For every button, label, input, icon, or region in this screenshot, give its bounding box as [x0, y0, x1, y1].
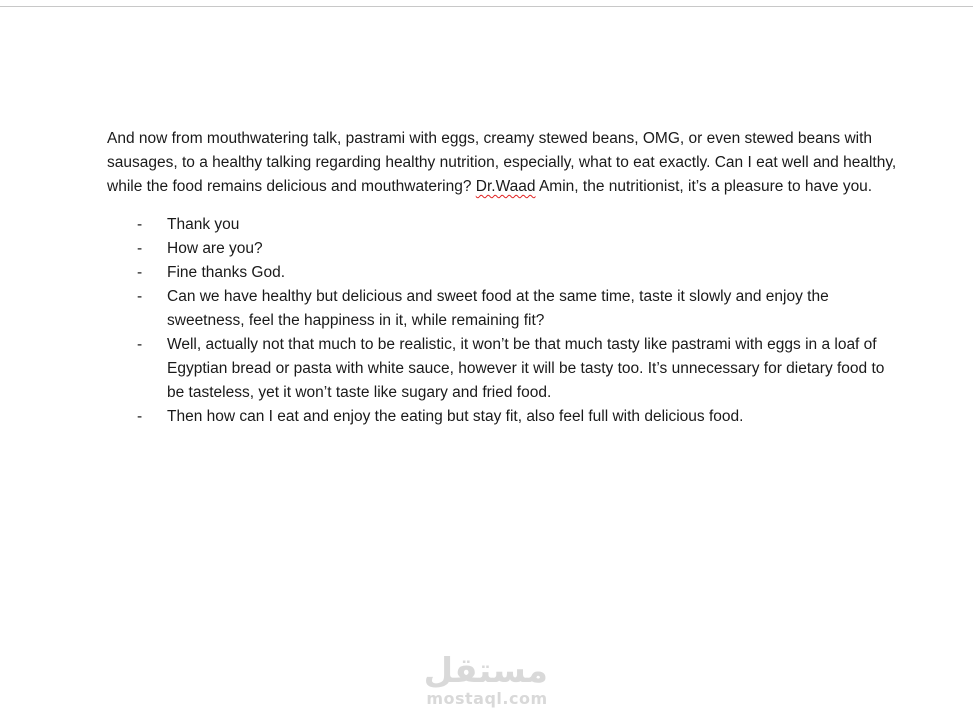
dash-bullet: - [137, 264, 143, 281]
intro-text: And now from mouthwatering talk, pastrami with eggs, creamy stewed beans, OMG, or even stewed beans with sausages, to a healthy talking regarding healthy nutrition, especially, what to eat exactly. Can I eat well and healthy, while the food remains delicious and mouthwatering? [107, 130, 897, 195]
dash-bullet: - [137, 408, 143, 425]
list-item[interactable] [107, 237, 897, 261]
list-item[interactable] [107, 261, 897, 285]
list-item-text: Can we have healthy but delicious and sweet food at the same time, taste it slowly and enjoy the sweetness, feel the happiness in it, while remaining fit? [167, 288, 829, 329]
dash-bullet: - [137, 288, 143, 305]
list-item[interactable] [107, 333, 897, 405]
list-item[interactable] [107, 405, 897, 429]
list-item-text: Fine thanks God. [167, 264, 286, 281]
dash-bullet: - [137, 216, 143, 233]
list-item-text: How are you? [167, 240, 263, 257]
intro-text-end: Amin, the nutritionist, it’s a pleasure to have you. [535, 178, 873, 195]
list-item-text: Then how can I eat and enjoy the eating but stay fit, also feel full with delicious food. [167, 408, 744, 425]
dash-bullet: - [137, 336, 143, 353]
watermark-latin-text: mostaql.com [426, 689, 548, 708]
watermark-arabic-text: مستقل [423, 651, 548, 691]
document-body[interactable] [107, 127, 897, 429]
page-top-border [0, 6, 973, 7]
dash-bullet: - [137, 240, 143, 257]
spellcheck-flagged-word[interactable]: Dr.Waad [475, 178, 536, 195]
list-item[interactable] [107, 285, 897, 333]
list-item-text: Thank you [167, 216, 240, 233]
mostaql-watermark-logo [423, 651, 548, 708]
list-item-text: Well, actually not that much to be realistic, it won’t be that much tasty like pastrami with eggs in a loaf of Egyptian bread or pasta with white sauce, however it will be tasty too. It’s unnecessary for dietary food to be tasteless, yet it won’t taste like sugary and fried food. [167, 336, 885, 401]
dialogue-list [107, 213, 897, 429]
intro-paragraph[interactable] [107, 127, 897, 199]
list-item[interactable] [107, 213, 897, 237]
